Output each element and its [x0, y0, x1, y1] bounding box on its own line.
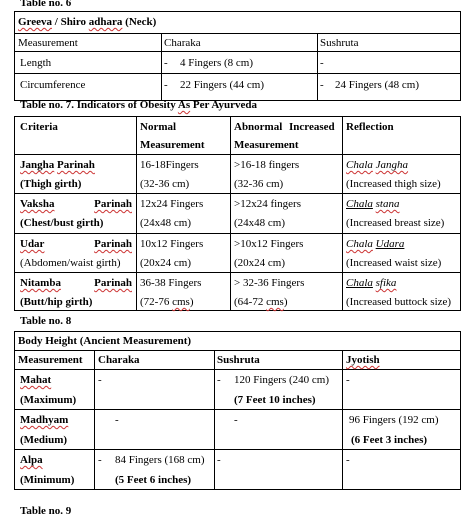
row-udar-name: Udar Parinah	[20, 238, 132, 250]
row-jangha-abnormal: >16-18 fingers	[234, 159, 300, 171]
row-mahat-sushruta-feet: (7 Feet 10 inches)	[234, 394, 316, 406]
row-madhyam-charaka: -	[115, 414, 119, 426]
row-jangha-name: Jangha Parinah	[20, 159, 95, 171]
header-reflection: Reflection	[346, 121, 394, 133]
header-abnormal-increased: Increased	[289, 121, 335, 133]
row-udar-normal-cm: (20x24 cm)	[140, 257, 192, 269]
table-7-caption: Table no. 7. Indicators of Obesity As Per Ayurveda	[20, 99, 257, 111]
table-8-title: Body Height (Ancient Measurement)	[18, 335, 192, 347]
row-circumference-charaka-dash: -	[164, 79, 168, 91]
row-vaksha-name: Vaksha Parinah	[20, 198, 132, 210]
row-circumference-charaka: 22 Fingers (44 cm)	[180, 79, 265, 91]
table-8-caption: Table no. 8	[20, 315, 72, 327]
table-8	[14, 331, 461, 490]
row-vaksha-abnormal-cm: (24x48 cm)	[234, 217, 286, 229]
header-sushruta: Sushruta	[320, 37, 359, 49]
row-nitamba-normal: 36-38 Fingers	[140, 277, 202, 289]
table-9-caption: Table no. 9	[20, 505, 72, 517]
row-nitamba-reflection: Chala sfika	[346, 277, 397, 289]
row-length-charaka: 4 Fingers (8 cm)	[180, 57, 254, 69]
row-length-sushruta: -	[320, 57, 324, 69]
header-normal-2: Measurement	[140, 139, 205, 151]
row-madhyam-jyotish: 96 Fingers (192 cm)	[349, 414, 439, 426]
row-alpa-charaka-dash: -	[98, 454, 102, 466]
row-vaksha-normal: 12x24 Fingers	[140, 198, 204, 210]
header-normal: Normal	[140, 121, 177, 133]
row-nitamba-abnormal-cm: (64-72 cms)	[234, 296, 288, 308]
row-mahat-sub: (Maximum)	[20, 394, 77, 406]
row-madhyam-name: Madhyam	[20, 414, 69, 426]
row-jangha-reflection-desc: (Increased thigh size)	[346, 178, 441, 190]
header-jyotish: Jyotish	[346, 354, 380, 366]
row-jangha-sub: (Thigh girth)	[20, 178, 82, 190]
header-charaka: Charaka	[164, 37, 201, 49]
row-udar-reflection: Chala Udara	[346, 238, 405, 250]
row-mahat-sushruta: 120 Fingers (240 cm)	[234, 374, 330, 386]
row-udar-abnormal-cm: (20x24 cm)	[234, 257, 286, 269]
row-alpa-charaka-feet: (5 Feet 6 inches)	[115, 474, 192, 486]
row-udar-abnormal: >10x12 Fingers	[234, 238, 304, 250]
header-criteria: Criteria	[20, 121, 58, 133]
row-mahat-jyotish: -	[346, 374, 350, 386]
row-nitamba-name: Nitamba Parinah	[20, 277, 132, 289]
row-vaksha-reflection: Chala stana	[346, 198, 400, 210]
row-nitamba-reflection-desc: (Increased buttock size)	[346, 296, 452, 308]
table-6-caption: Table no. 6	[20, 0, 72, 9]
row-vaksha-sub: (Chest/bust girth)	[20, 217, 104, 229]
row-madhyam-sushruta: -	[234, 414, 238, 426]
row-circumference-sushruta-dash: -	[320, 79, 324, 91]
table-6	[14, 11, 461, 101]
row-jangha-normal-cm: (32-36 cm)	[140, 178, 190, 190]
row-vaksha-abnormal: >12x24 fingers	[234, 198, 301, 210]
header-sushruta: Sushruta	[217, 354, 260, 366]
row-mahat-name: Mahat	[20, 374, 52, 386]
row-alpa-name: Alpa	[20, 454, 43, 466]
row-jangha-normal: 16-18Fingers	[140, 159, 199, 171]
row-circumference-label: Circumference	[20, 79, 86, 91]
row-nitamba-abnormal: > 32-36 Fingers	[234, 277, 305, 289]
table-7	[14, 116, 461, 311]
row-length-charaka-dash: -	[164, 57, 168, 69]
header-abnormal: Abnormal	[234, 121, 283, 133]
row-udar-reflection-desc: (Increased waist size)	[346, 257, 442, 269]
table-6-title: Greeva / Shiro adhara (Neck)	[18, 16, 157, 28]
row-circumference-sushruta: 24 Fingers (48 cm)	[335, 79, 420, 91]
row-length-label: Length	[20, 57, 52, 69]
row-jangha-reflection: Chala Jangha	[346, 159, 409, 171]
row-jangha-abnormal-cm: (32-36 cm)	[234, 178, 284, 190]
row-udar-sub: (Abdomen/waist girth)	[20, 257, 121, 269]
row-alpa-sushruta: -	[217, 454, 221, 466]
row-madhyam-sub: (Medium)	[20, 434, 68, 446]
row-mahat-charaka: -	[98, 374, 102, 386]
row-udar-normal: 10x12 Fingers	[140, 238, 204, 250]
header-charaka: Charaka	[98, 354, 140, 366]
row-alpa-sub: (Minimum)	[20, 474, 75, 486]
row-vaksha-normal-cm: (24x48 cm)	[140, 217, 192, 229]
row-alpa-charaka: 84 Fingers (168 cm)	[115, 454, 205, 466]
header-abnormal-2: Measurement	[234, 139, 299, 151]
header-measurement: Measurement	[18, 354, 83, 366]
row-madhyam-jyotish-feet: (6 Feet 3 inches)	[351, 434, 428, 446]
row-nitamba-normal-cm: (72-76 cms)	[140, 296, 194, 308]
row-vaksha-reflection-desc: (Increased breast size)	[346, 217, 445, 229]
header-measurement: Measurement	[18, 37, 78, 49]
row-nitamba-sub: (Butt/hip girth)	[20, 296, 93, 308]
row-mahat-sushruta-dash: -	[217, 374, 221, 386]
row-alpa-jyotish: -	[346, 454, 350, 466]
